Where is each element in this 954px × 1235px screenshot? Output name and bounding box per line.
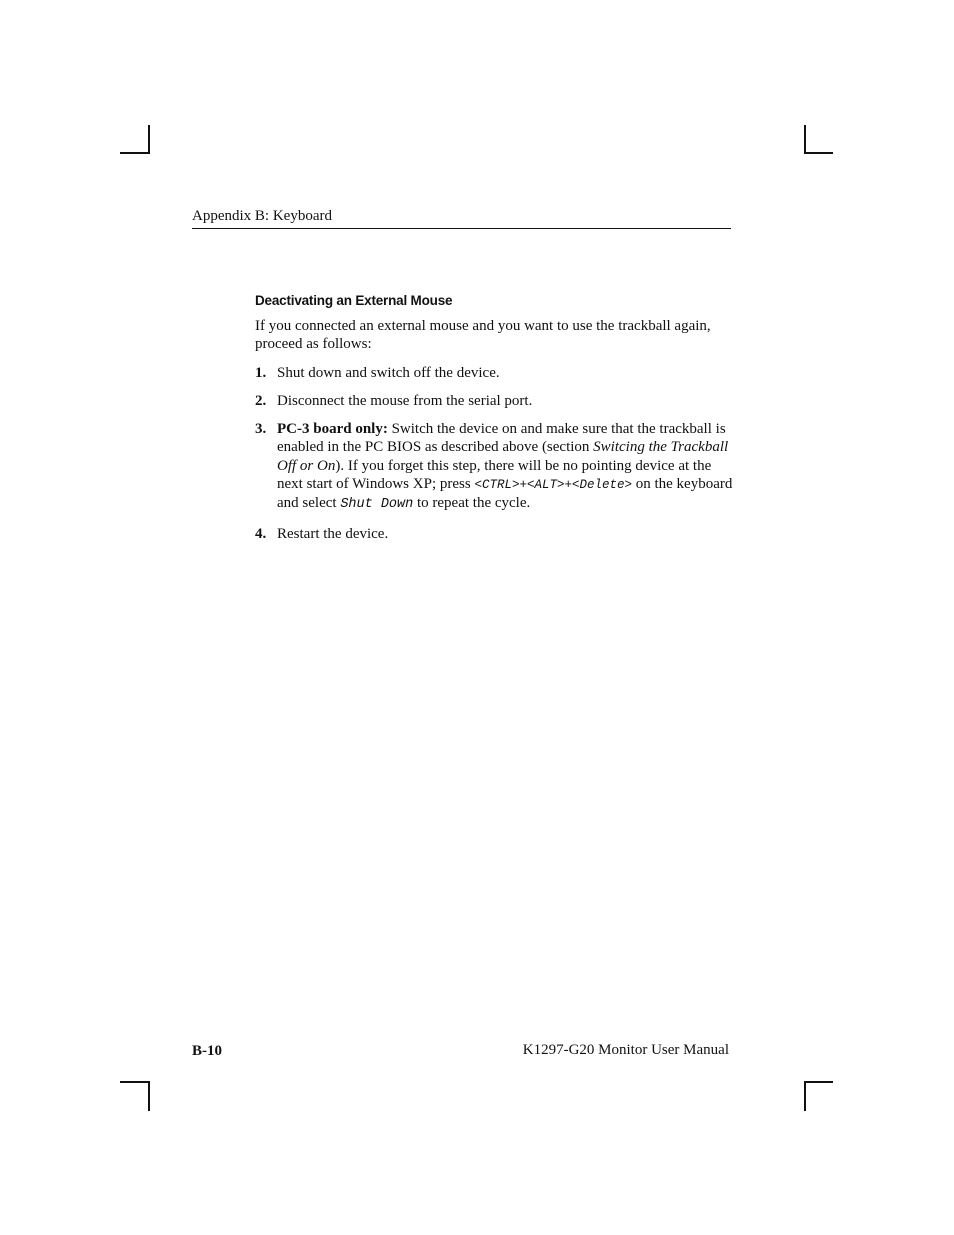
crop-mark-top-right-v	[804, 125, 806, 154]
list-item	[255, 525, 735, 543]
step-text-part: ). If you forget this step, there will be no pointing device at the next start of Windows XP; press	[277, 457, 712, 493]
crop-mark-bottom-right-v	[804, 1081, 806, 1111]
step-text: Shut down and switch off the device.	[277, 364, 500, 381]
header-rule	[192, 228, 731, 229]
command-name: Shut Down	[340, 497, 414, 513]
crop-mark-bottom-right-h	[804, 1081, 833, 1083]
step-text	[277, 420, 735, 514]
step-number: 3.	[255, 421, 267, 438]
manual-title: K1297-G20 Monitor User Manual	[522, 1042, 729, 1058]
crop-mark-bottom-left-v	[148, 1081, 150, 1111]
list-item	[255, 420, 735, 514]
step-text-part: on the keyboard and select	[277, 476, 733, 512]
crop-mark-bottom-left-h	[120, 1081, 150, 1083]
step-text-part: Switch the device on and make sure that the trackball is enabled in the PC BIOS as described above (section	[277, 421, 726, 456]
step-number: 1.	[255, 364, 267, 381]
section-reference: Switcing the Trackball Off or On	[277, 439, 729, 474]
intro-paragraph: If you connected an external mouse and you want to use the trackball again, proceed as follows:	[255, 318, 711, 353]
section-heading: Deactivating an External Mouse	[255, 293, 453, 308]
running-header: Appendix B: Keyboard	[192, 208, 332, 224]
crop-mark-top-left-h	[120, 152, 150, 154]
step-bold-lead: PC-3 board only:	[277, 421, 388, 438]
section-content	[255, 292, 735, 553]
step-text: Restart the device.	[277, 525, 389, 542]
list-item	[255, 364, 735, 382]
crop-mark-top-left-v	[148, 125, 150, 154]
key-combination: <CTRL>+<ALT>+<Delete>	[474, 478, 632, 493]
list-item	[255, 392, 735, 410]
page-number: B-10	[192, 1043, 222, 1059]
step-number: 2.	[255, 392, 267, 409]
step-text: Disconnect the mouse from the serial port.	[277, 392, 533, 409]
crop-mark-top-right-h	[804, 152, 833, 154]
step-number: 4.	[255, 525, 267, 542]
step-text-part: to repeat the cycle.	[413, 495, 531, 512]
